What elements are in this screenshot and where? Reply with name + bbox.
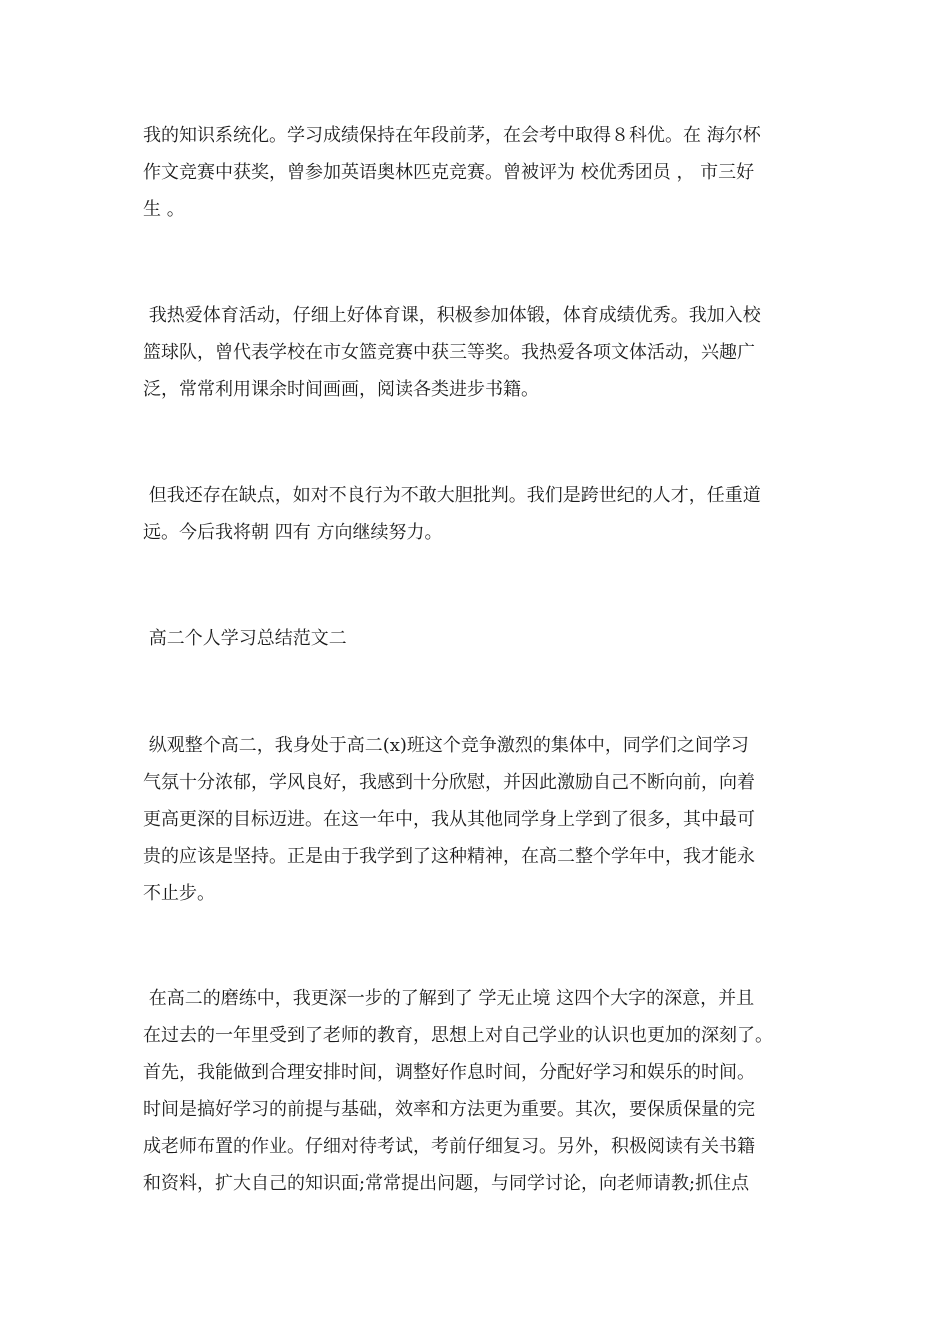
text-line: 在高二的磨练中，我更深一步的了解到了 学无止境 这四个大字的深意，并且 xyxy=(143,988,755,1009)
text-line: 生 。 xyxy=(143,199,185,220)
text-line: 在过去的一年里受到了老师的教育，思想上对自己学业的认识也更加的深刻了。 xyxy=(143,1025,773,1046)
text-line: 篮球队，曾代表学校在市女篮竞赛中获三等奖。我热爱各项文体活动，兴趣广 xyxy=(143,342,755,363)
text-line: 泛，常常利用课余时间画画，阅读各类进步书籍。 xyxy=(143,379,539,400)
paragraph-overview xyxy=(143,727,808,912)
text-line: 和资料，扩大自己的知识面;常常提出问题，与同学讨论，向老师请教;抓住点 xyxy=(143,1173,750,1194)
text-line: 作文竞赛中获奖，曾参加英语奥林匹克竞赛。曾被评为 校优秀团员 ， 市三好 xyxy=(143,162,755,183)
text-line: 首先，我能做到合理安排时间，调整好作息时间，分配好学习和娱乐的时间。 xyxy=(143,1062,755,1083)
paragraph-shortcomings xyxy=(143,477,808,551)
heading-text: 高二个人学习总结范文二 xyxy=(143,628,347,649)
section-heading xyxy=(143,620,808,657)
text-line: 纵观整个高二，我身处于高二(x)班这个竞争激烈的集体中，同学们之间学习 xyxy=(143,735,749,756)
text-line: 我的知识系统化。学习成绩保持在年段前茅，在会考中取得８科优。在 海尔杯 xyxy=(143,125,761,146)
paragraph-study-methods xyxy=(143,980,808,1202)
paragraph-sports xyxy=(143,297,808,408)
text-line: 我热爱体育活动，仔细上好体育课，积极参加体锻，体育成绩优秀。我加入校 xyxy=(143,305,761,326)
text-line: 时间是搞好学习的前提与基础，效率和方法更为重要。其次，要保质保量的完 xyxy=(143,1099,755,1120)
text-line: 成老师布置的作业。仔细对待考试，考前仔细复习。另外，积极阅读有关书籍 xyxy=(143,1136,755,1157)
text-line: 远。今后我将朝 四有 方向继续努力。 xyxy=(143,522,443,543)
text-line: 但我还存在缺点，如对不良行为不敢大胆批判。我们是跨世纪的人才，任重道 xyxy=(143,485,761,506)
text-line: 贵的应该是坚持。正是由于我学到了这种精神，在高二整个学年中，我才能永 xyxy=(143,846,755,867)
text-line: 更高更深的目标迈进。在这一年中，我从其他同学身上学到了很多，其中最可 xyxy=(143,809,755,830)
text-line: 不止步。 xyxy=(143,883,215,904)
paragraph-achievements xyxy=(143,117,808,228)
text-line: 气氛十分浓郁，学风良好，我感到十分欣慰，并因此激励自己不断向前，向着 xyxy=(143,772,755,793)
